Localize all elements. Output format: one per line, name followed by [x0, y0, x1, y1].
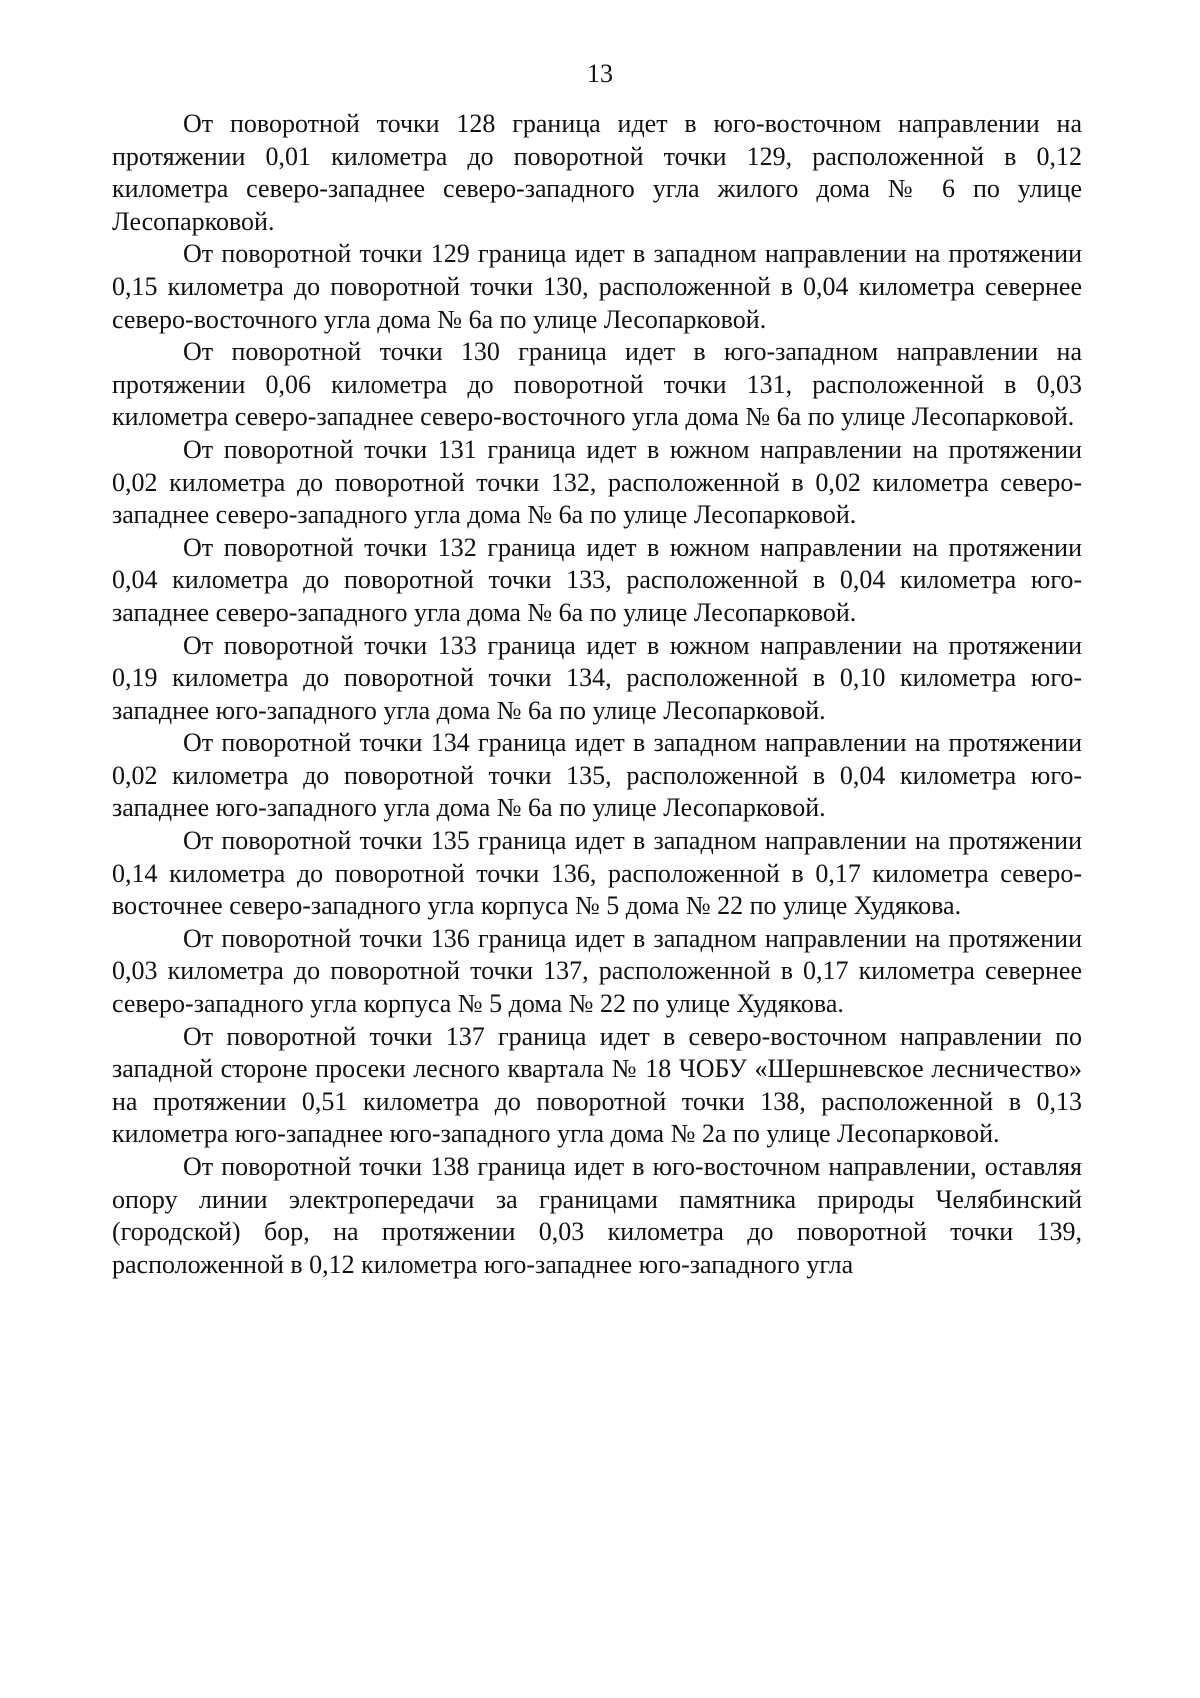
paragraph-point-132: От поворотной точки 132 граница идет в южном направлении на протяжении 0,04 километра до поворотной точки 133, расположенной в 0,04 километра юго-западнее северо-западного угла дома № 6а по улице Лесопарковой.: [112, 532, 1082, 627]
paragraph-point-129: От поворотной точки 129 граница идет в западном направлении на протяжении 0,15 километра до поворотной точки 130, расположенной в 0,04 километра севернее северо-восточного угла дома № 6а по улице Лесопарковой.: [112, 239, 1082, 334]
paragraph-point-136: От поворотной точки 136 граница идет в западном направлении на протяжении 0,03 километра до поворотной точки 137, расположенной в 0,17 километра севернее северо-западного угла корпуса № 5 дома № 22 по улице Худякова.: [112, 923, 1082, 1019]
paragraph-point-138: От поворотной точки 138 граница идет в юго-восточном направлении, оставляя опору линии электропередачи за границами памятника природы Челябинский (городской) бор, на протяжении 0,03 километра до поворотной точки 139, расположенной в 0,12 километра юго-западнее юго-западного угла: [112, 1152, 1082, 1279]
paragraph-point-135: От поворотной точки 135 граница идет в западном направлении на протяжении 0,14 километра до поворотной точки 136, расположенной в 0,17 километра северо-восточнее северо-западного угла корпуса № 5 дома № 22 по улице Худякова.: [112, 826, 1082, 921]
page-number: 13: [587, 59, 613, 88]
paragraph-point-137: От поворотной точки 137 граница идет в северо-восточном направлении по западной стороне просеки лесного квартала № 18 ЧОБУ «Шершневское лесничество» на протяжении 0,51 километра до поворотной точки 138, расположенной в 0,13 километра юго-западнее юго-западного угла дома № 2а по улице Лесопарковой.: [112, 1021, 1082, 1149]
paragraph-point-134: От поворотной точки 134 граница идет в западном направлении на протяжении 0,02 километра до поворотной точки 135, расположенной в 0,04 километра юго-западнее юго-западного угла дома № 6а по улице Лесопарковой.: [112, 728, 1082, 823]
paragraph-point-133: От поворотной точки 133 граница идет в южном направлении на протяжении 0,19 километра до поворотной точки 134, расположенной в 0,10 километра юго-западнее юго-западного угла дома № 6а по улице Лесопарковой.: [112, 630, 1082, 725]
document-body: [112, 108, 1082, 1281]
paragraph-point-128: От поворотной точки 128 граница идет в юго-восточном направлении на протяжении 0,01 километра до поворотной точки 129, расположенной в 0,12 километра северо-западнее северо-западного угла жилого дома № 6 по улице Лесопарковой.: [112, 109, 1082, 236]
paragraph-point-130: От поворотной точки 130 граница идет в юго-западном направлении на протяжении 0,06 километра до поворотной точки 131, расположенной в 0,03 километра северо-западнее северо-восточного угла дома № 6а по улице Лесопарковой.: [112, 337, 1082, 432]
paragraph-point-131: От поворотной точки 131 граница идет в южном направлении на протяжении 0,02 километра до поворотной точки 132, расположенной в 0,02 километра северо-западнее северо-западного угла дома № 6а по улице Лесопарковой.: [112, 434, 1082, 530]
